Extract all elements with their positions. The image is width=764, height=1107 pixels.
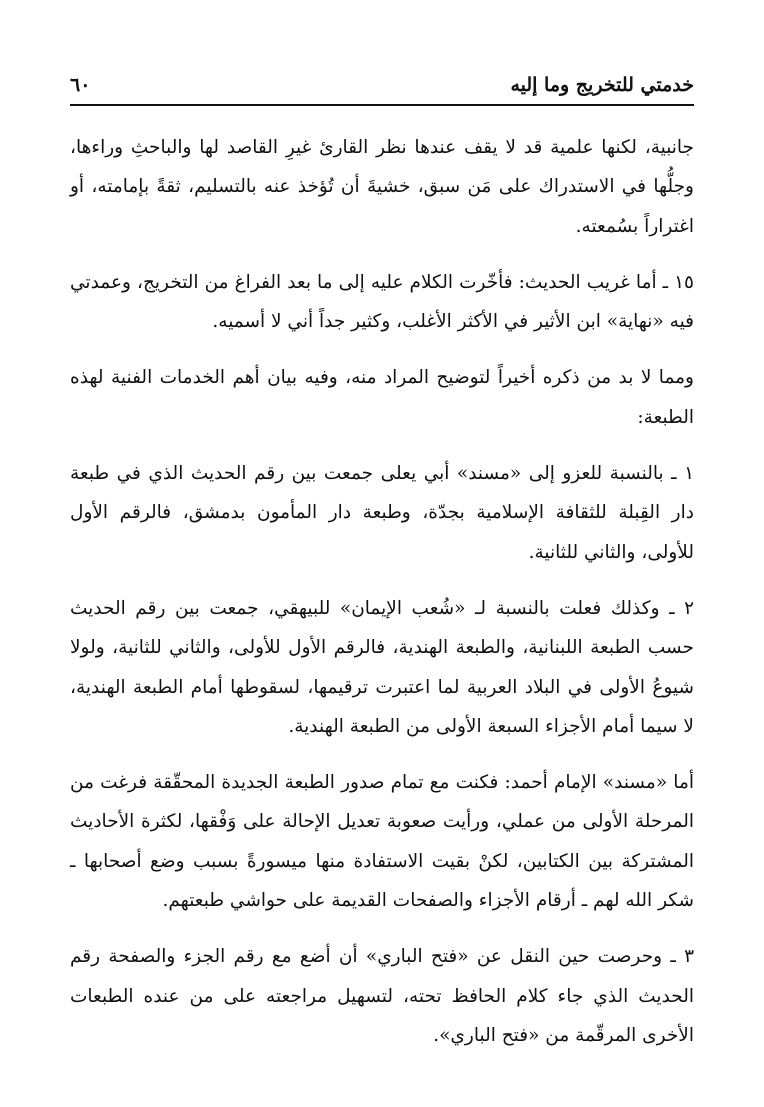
running-header-title: خدمتي للتخريج وما إليه (510, 74, 694, 96)
running-header (70, 70, 694, 106)
paragraph: ١ ـ بالنسبة للعزو إلى «مسند» أبي يعلى جمعت بين رقم الحديث الذي في طبعة دار القِبلة للثقافة الإسلامية بجدّة، وطبعة دار المأمون بدمشق، فالرقم الأول للأولى، والثاني للثانية. (70, 463, 694, 563)
paragraph: أما «مسند» الإمام أحمد: فكنت مع تمام صدور الطبعة الجديدة المحقّقة فرغت من المرحلة الأولى من عملي، ورأيت صعوبة تعديل الإحالة على وَفْقها، لكثرة الأحاديث المشتركة بين الكتابين، لكنْ بقيت الاستفادة منها ميسورةً بسبب وضع أصحابها ـ شكر الله لهم ـ أرقام الأجزاء والصفحات القديمة على حواشي طبعتهم. (70, 772, 694, 912)
paragraph: ومما لا بد من ذكره أخيراً لتوضيح المراد منه، وفيه بيان أهم الخدمات الفنية لهذه الطبعة: (70, 367, 694, 428)
page-number: ٦٠ (70, 74, 91, 96)
paragraph: ١٥ ـ أما غريب الحديث: فأخّرت الكلام عليه إلى ما بعد الفراغ من التخريج، وعمدتي فيه «نهاية» ابن الأثير في الأكثر الأغلب، وكثير جداً أني لا أسميه. (70, 271, 694, 333)
paragraph: ٣ ـ وحرصت حين النقل عن «فتح الباري» أن أضع مع رقم الجزء والصفحة رقم الحديث الذي جاء كلام الحافظ تحته، لتسهيل مراجعته على من عنده الطبعات الأخرى المرقّمة من «فتح الباري». (70, 946, 694, 1046)
body-text (70, 128, 694, 1055)
paragraph: ٢ ـ وكذلك فعلت بالنسبة لـ «شُعب الإيمان» للبيهقي، جمعت بين رقم الحديث حسب الطبعة اللبنانية، والطبعة الهندية، فالرقم الأول للأولى، والثاني للثانية، ولولا شيوعُ الأولى في البلاد العربية لما اعتبرت ترقيمها، لسقوطها أمام الطبعة الهندية، لا سيما أمام الأجزاء السبعة الأولى من الطبعة الهندية. (70, 597, 694, 737)
paragraph: جانبية، لكنها علمية قد لا يقف عندها نظر القارئ غيرِ القاصد لها والباحثِ وراءها، وجلُّها في الاستدراك على مَن سبق، خشيةَ أن تُؤخذ عنه بالتسليم، ثقةً بإمامته، أو اغتراراً بسُمعته. (70, 137, 694, 237)
